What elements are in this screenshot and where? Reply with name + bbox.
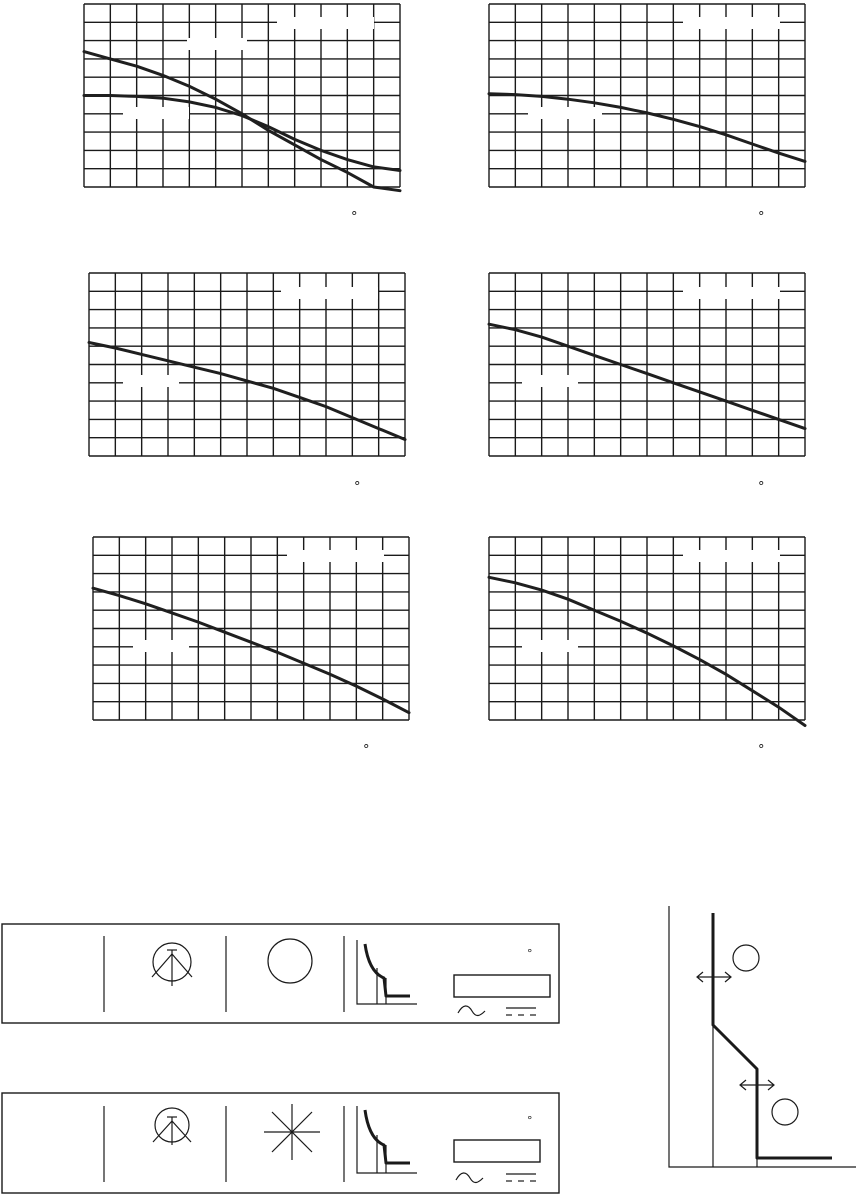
voltage-curve-icon bbox=[357, 1106, 417, 1173]
operating-area-diagram bbox=[669, 906, 856, 1167]
diagram-axes bbox=[669, 906, 856, 1167]
symbol-table-2 bbox=[2, 1093, 559, 1193]
degree-label: ° bbox=[527, 1114, 533, 1127]
chart-5 bbox=[93, 537, 409, 720]
curve-label-box bbox=[123, 107, 189, 119]
legend-label-box bbox=[281, 287, 378, 299]
curve-label-box bbox=[133, 640, 189, 652]
legend-label-box bbox=[287, 550, 384, 562]
chart-1 bbox=[84, 4, 400, 191]
table-frame bbox=[2, 924, 559, 1023]
rating-box bbox=[454, 1140, 540, 1162]
legend-label-box bbox=[683, 17, 780, 29]
asterisk-symbol-icon bbox=[264, 1104, 320, 1160]
degree-label: ° bbox=[758, 210, 765, 225]
degree-label: ° bbox=[527, 947, 533, 960]
contact-symbol-icon bbox=[152, 943, 192, 986]
legend-label-box bbox=[277, 17, 374, 29]
degree-label: ° bbox=[351, 210, 358, 225]
chart-4 bbox=[489, 273, 805, 456]
curve-label-box bbox=[522, 375, 578, 387]
degree-label: ° bbox=[354, 480, 361, 495]
dc-icon bbox=[506, 1174, 536, 1181]
chart-grid bbox=[89, 273, 405, 456]
region-marker bbox=[772, 1099, 798, 1125]
derating-charts bbox=[84, 4, 805, 726]
dc-icon bbox=[506, 1008, 536, 1015]
symbol-table-1 bbox=[2, 924, 559, 1023]
curve-label-box bbox=[528, 107, 602, 119]
curve-label-box bbox=[187, 38, 247, 50]
chart-3 bbox=[89, 273, 405, 456]
legend-label-box bbox=[683, 550, 780, 562]
chart-grid bbox=[93, 537, 409, 720]
contact-symbol-icon bbox=[153, 1108, 191, 1145]
voltage-curve-icon bbox=[357, 940, 417, 1004]
legend-label-box bbox=[683, 287, 780, 299]
ac-icon bbox=[456, 1173, 483, 1183]
chart-grid bbox=[489, 273, 805, 456]
curve-label-box bbox=[522, 640, 578, 652]
ac-icon bbox=[458, 1006, 485, 1016]
curve-label-box bbox=[123, 375, 179, 387]
degree-label: ° bbox=[363, 743, 370, 758]
degree-label: ° bbox=[758, 480, 765, 495]
circle-symbol-icon bbox=[268, 939, 312, 983]
boundary-curve bbox=[713, 913, 832, 1158]
region-marker bbox=[733, 945, 759, 971]
chart-6 bbox=[489, 537, 805, 726]
rating-box bbox=[454, 975, 550, 997]
degree-label: ° bbox=[758, 743, 765, 758]
chart-2 bbox=[489, 4, 805, 187]
